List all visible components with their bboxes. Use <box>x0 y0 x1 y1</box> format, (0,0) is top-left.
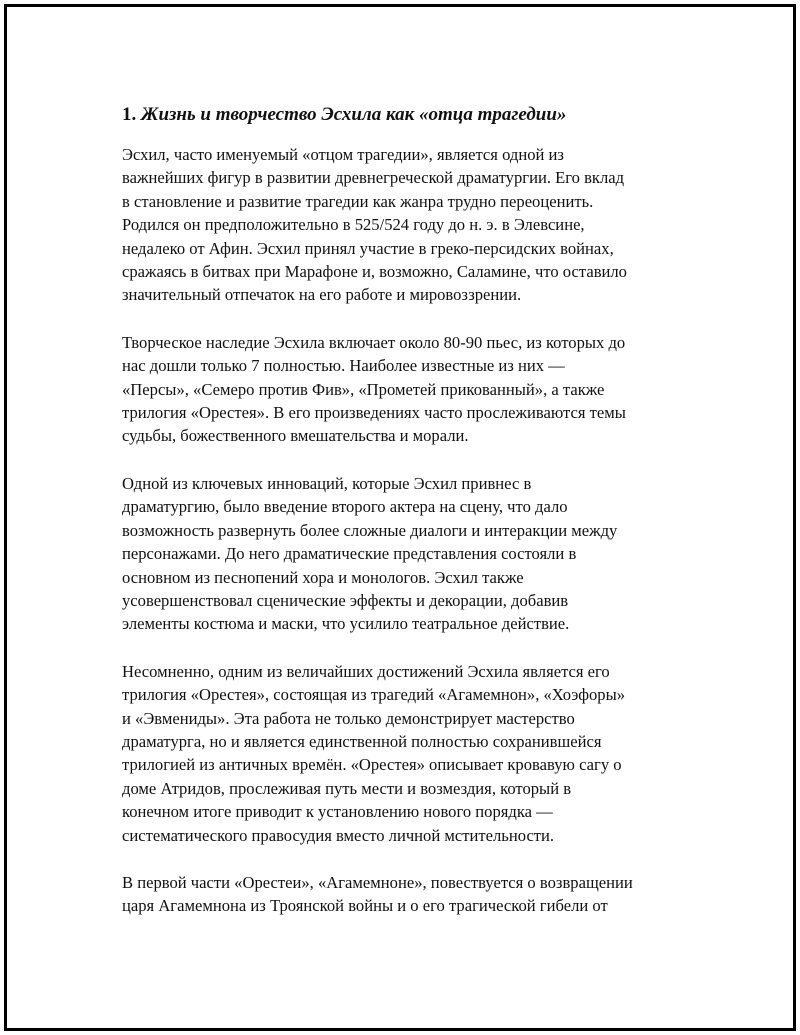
text-line: систематического правосудия вместо личной мстительности. <box>122 825 555 845</box>
text-line: в становление и развитие трагедии как жанра трудно переоценить. <box>122 191 594 211</box>
text-line: «Персы», «Семеро против Фив», «Прометей прикованный», а также <box>122 379 605 399</box>
paragraphs <box>122 143 702 918</box>
text-line: судьбы, божественного вмешательства и морали. <box>122 426 469 446</box>
text-line: Эсхил, часто именуемый «отцом трагедии», является одной из <box>122 145 564 164</box>
text-line: Одной из ключевых инноваций, которые Эсхил привнес в <box>122 473 532 493</box>
text-line: и «Эвмениды». Эта работа не только демонстрирует мастерство <box>122 708 575 728</box>
text-line: важнейших фигур в развитии древнегреческой драматургии. Его вклад <box>122 168 625 188</box>
text-line: Творческое наследие Эсхила включает около 80-90 пьес, из которых до <box>122 332 626 352</box>
section-heading <box>122 103 702 127</box>
section-number: 1. <box>122 104 137 125</box>
text-line: значительный отпечаток на его работе и мировоззрении. <box>122 285 522 305</box>
text-line: сражаясь в битвах при Марафоне и, возможно, Саламине, что оставило <box>122 262 627 282</box>
text-line: В первой части «Орестеи», «Агамемноне», повествуется о возвращении <box>122 872 633 892</box>
paragraph <box>122 472 702 636</box>
text-line: персонажами. До него драматические представления состояли в <box>122 544 577 564</box>
section-title: Жизнь и творчество Эсхила как «отца трагедии» <box>141 104 567 125</box>
text-line: возможность развернуть более сложные диалоги и интеракции между <box>122 520 618 540</box>
document-body <box>122 103 702 942</box>
text-line: трилогия «Орестея». В его произведениях часто прослеживаются темы <box>122 403 626 423</box>
text-line: основном из песнопений хора и монологов. Эсхил также <box>122 567 524 587</box>
paragraph <box>122 331 702 448</box>
text-line: трилогией из античных времён. «Орестея» описывает кровавую сагу о <box>122 755 622 775</box>
text-line: Несомненно, одним из величайших достижений Эсхила является его <box>122 661 610 681</box>
text-line: доме Атридов, прослеживая путь мести и возмездия, который в <box>122 778 572 798</box>
text-line: драматурга, но и является единственной полностью сохранившейся <box>122 731 602 751</box>
text-line: конечном итоге приводит к установлению нового порядка — <box>122 802 553 822</box>
text-line: усовершенствовал сценические эффекты и декорации, добавив <box>122 590 569 610</box>
paragraph <box>122 143 702 307</box>
text-line: драматургию, было введение второго актера на сцену, что дало <box>122 497 568 517</box>
text-line: недалеко от Афин. Эсхил принял участие в греко-персидских войнах, <box>122 238 614 258</box>
paragraph <box>122 660 702 847</box>
text-line: Родился он предположительно в 525/524 году до н. э. в Элевсине, <box>122 215 585 235</box>
text-line: трилогия «Орестея», состоящая из трагедий «Агамемнон», «Хоэфоры» <box>122 685 626 705</box>
paragraph <box>122 871 702 918</box>
text-line: нас дошли только 7 полностью. Наиболее известные из них — <box>122 356 565 376</box>
text-line: царя Агамемнона из Троянской войны и о его трагической гибели от <box>122 896 608 916</box>
page-frame <box>4 4 796 1031</box>
text-line: элементы костюма и маски, что усилило театральное действие. <box>122 614 570 634</box>
